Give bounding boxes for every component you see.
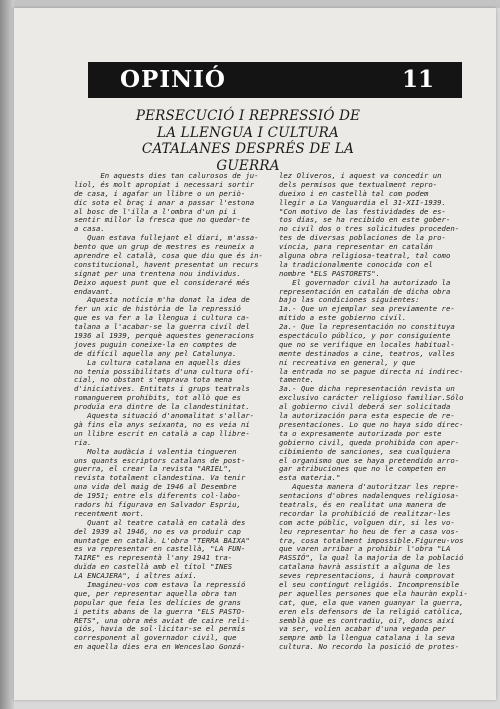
- article-text-line: talana a l'acabar-se la guerra civil del: [74, 322, 250, 332]
- article-column-left: [74, 172, 263, 652]
- article-text-line: d'iniciatives. Entitats i grups teatrals: [74, 384, 250, 394]
- article-text-line: la tradicionalmente conocida con el: [279, 259, 433, 269]
- article-text-line: sentir millor la fresca que no quedar-te: [74, 215, 250, 225]
- article-text-line: presentaciones. Lo que no haya sido direc-: [279, 419, 464, 429]
- article-text-line: que varen arribar a prohibir l'obra "LA: [279, 544, 451, 554]
- article-text-line: gar atribuciones que no le competen en: [279, 464, 446, 474]
- article-text-line: cat, que, ela que vanen guanyar la guerra,: [279, 597, 464, 607]
- article-text-line: ni recreativa en general, y que: [279, 357, 416, 367]
- article-text-line: al gobierno civil deberá ser solicitada: [279, 402, 451, 412]
- article-text-line: representación en catalán de dicha obra: [279, 286, 451, 296]
- article-text-line: espectáculo público, y por consiguiente: [279, 331, 451, 341]
- article-column-right: [279, 172, 468, 652]
- article-text-line: joves puguin coneixe-la en comptes de: [74, 339, 237, 349]
- article-text-line: el seu contingut religiós. Incomprensible: [279, 579, 460, 589]
- article-text-line: eren els defensors de la religió catòlica,: [279, 606, 464, 616]
- article-text-line: el organismo que se haya pretendido arro-: [279, 455, 460, 465]
- article-text-line: no civil dos o tres solicitudes proceden-: [279, 224, 460, 234]
- article-text-line: "Con motivo de las festividades de es-: [279, 206, 446, 216]
- article-text-line: vincia, para representar en catalán: [279, 242, 433, 252]
- article-text-line: que no se verifique en locales habitual-: [279, 339, 455, 349]
- article-text-line: Aquesta manera d'autoritzar les repre-: [279, 482, 460, 492]
- article-text-line: nombre "ELS PASTORETS".: [279, 268, 381, 278]
- article-text-line: fer un xic de història de la repressió: [74, 304, 241, 314]
- article-text-line: bento que un grup de mestres es reuneix a: [74, 242, 255, 252]
- article-text-line: duïda en castellà amb el títol "INES: [74, 562, 233, 572]
- scan-top-edge: [0, 0, 500, 8]
- article-text-line: gobierno civil, queda prohibida con aper-: [279, 437, 460, 447]
- article-text-line: cibimiento de sanciones, sea cualquiera: [279, 446, 451, 456]
- article-text-line: per aquelles persones que ela hauràn expli-: [279, 588, 468, 598]
- article-text-line: de difícil aquella any pel Catalunya.: [74, 348, 237, 358]
- article-text-line: TAIRE" es representà l'any 1941 tra-: [74, 553, 233, 563]
- article-text-line: revista totalment clandestina. Va tenir: [74, 473, 246, 483]
- article-text-line: a casa.: [74, 224, 105, 234]
- article-text-line: 2a.- Que la representación no constituya: [279, 322, 455, 332]
- article-text-line: mente destinados a cine, teatros, valles: [279, 348, 455, 358]
- article-text-line: tamente.: [279, 375, 315, 385]
- article-text-line: constitucional, havent presentat un recurs: [74, 259, 259, 269]
- article-text-line: del 1939 al 1946, no es va produir cap: [74, 526, 241, 536]
- article-text-line: que, per representar aquella obra tan: [74, 588, 237, 598]
- article-text-line: de 1951; entre els diferents col·labo-: [74, 491, 241, 501]
- article-text-line: 3a.- Que dicha representación revista un: [279, 384, 455, 394]
- article-text-line: tes de diversas poblaciones de la pro-: [279, 233, 446, 243]
- article-text-line: endavant.: [74, 286, 114, 296]
- article-text-line: aprendre el català, cosa que diu que és in-: [74, 251, 263, 261]
- article-text-line: semblà que es contradiu, oi?, doncs així: [279, 615, 455, 625]
- article-text-line: gà fins ela anys seixanta, no es veia ni: [74, 419, 250, 429]
- article-text-line: ta o expresamente autorizada por este: [279, 428, 442, 438]
- article-text-line: en aquella dies era en Wenceslao Gonzá-: [74, 642, 246, 652]
- article-title-line: LA LLENGUA I CULTURA: [157, 124, 339, 141]
- article-text-line: sentacions d'obres nadalenques religiosa-: [279, 491, 460, 501]
- article-text-line: la autorización para esta especie de re-: [279, 411, 455, 421]
- article-text-line: Molta audàcia i valentia tingueren: [74, 446, 237, 456]
- article-text-line: recentment mort.: [74, 508, 145, 518]
- article-text-line: mitido a este gobierno civil.: [279, 313, 407, 323]
- article-text-line: romanguerem prohibits, tot allò que es: [74, 393, 241, 403]
- article-text-line: alguna obra religiosa-teatral, tal como: [279, 251, 451, 261]
- article-text-line: dels permisos que textualment repro-: [279, 179, 438, 189]
- article-text-line: cial, no obstant s'emprava tota mena: [74, 375, 233, 385]
- article-text-line: va ser, volien acabar d'una vegada per: [279, 624, 446, 634]
- article-text-line: sempre amb la llengua catalana i la seva: [279, 633, 455, 643]
- article-text-line: 1a.- Que un ejemplar sea previamente re-: [279, 304, 455, 314]
- page-number: 11: [402, 66, 435, 93]
- article-text-line: es va representar en castellà, "LA FUN-: [74, 544, 246, 554]
- article-text-line: LA ENCAJERA", i altres així.: [74, 571, 198, 581]
- article-text-line: 1936 al 1939, perquè aquestes generacions: [74, 331, 255, 341]
- article-text-line: uns quants escriptors catalans de post-: [74, 455, 246, 465]
- article-text-line: tra, cosa totalment impossible.Figureu-vos: [279, 535, 464, 545]
- article-text-line: Imagineu-vos com estava la repressió: [74, 579, 246, 589]
- article-text-line: de casa, i agafar un llibre o un periò-: [74, 188, 246, 198]
- article-text-line: giós, havia de sol·licitar-se el permís: [74, 624, 246, 634]
- article-text-line: dic sota el braç i anar a passar l'estona: [74, 197, 255, 207]
- article-text-line: i petits abans de la guerra "ELS PASTO-: [74, 606, 246, 616]
- article-text-line: PASSIÓ", la qual la majoria de la població: [279, 553, 464, 563]
- article-title-line: GUERRA: [216, 157, 280, 174]
- article-text-line: popular que feia les delícies de grans: [74, 597, 241, 607]
- article-text-line: tos días, se ha recibido en este gober-: [279, 215, 451, 225]
- article-text-line: guerra, el crear la revista "ARIEL",: [74, 464, 233, 474]
- article-text-line: teatrals, és en realitat una manera de: [279, 499, 446, 509]
- article-text-line: dueixo i en castellà tal com podem: [279, 188, 429, 198]
- article-text-line: com acte públic, volguen dir, si les vo-: [279, 517, 455, 527]
- scan-side-edge: [0, 0, 14, 709]
- article-text-line: radors hi figurava en Salvador Espriu,: [74, 499, 241, 509]
- article-text-line: lez Oliveros, i aquest va concedir un: [279, 171, 442, 180]
- article-text-line: catalana havrà assistit a alguna de les: [279, 562, 451, 572]
- article-text-line: liol, és molt apropiat i necessari sortir: [74, 179, 255, 189]
- section-title: OPINIÓ: [120, 66, 226, 93]
- article-title-line: CATALANES DESPRÉS DE LA: [141, 141, 355, 157]
- article-text-line: produïa era dintre de la clandestinitat.: [74, 402, 250, 412]
- article-text-line: recordar la prohibició de realitzar-les: [279, 508, 451, 518]
- article-text-line: Quant al teatre català en català des: [74, 517, 246, 527]
- article-text-line: cultura. No recordo la posició de protes-: [279, 642, 460, 652]
- article-text-line: La cultura catalana en aquells dies: [74, 357, 241, 367]
- article-text-line: signat per una trentena nou individus.: [74, 268, 241, 278]
- article-text-line: leu representar ho heu de fer a casa vos-: [279, 526, 460, 536]
- article-text-line: Aquesta situació d'anomalitat s'allar-: [74, 411, 255, 421]
- article-text-line: exclusivo carácter religioso familiar.Sólo: [279, 393, 464, 403]
- article-text-line: Deixo aquest punt que el consideraré més: [74, 277, 250, 287]
- article-text-line: que es va fer a la llengua i cultura ca-: [74, 313, 250, 323]
- article-text-line: El governador civil ha autorizado la: [279, 277, 451, 287]
- article-text-line: no tenia possibilitats d'una cultura ofi-: [74, 366, 255, 376]
- article-title: [118, 108, 378, 174]
- article-text-line: RETS", una obra més aviat de caire reli-: [74, 615, 250, 625]
- article-text-line: corresponent al governador civil, que: [74, 633, 237, 643]
- article-text-line: llegir a La Vanguardia el 31-XII-1939.: [279, 197, 446, 207]
- article-text-line: seves representacions, i haurà comprovat: [279, 571, 455, 581]
- article-text-line: al bosc de l'illa a l'ombra d'un pi i: [74, 206, 237, 216]
- article-text-line: Quan estava fullejant el diari, m'assa-: [74, 233, 259, 243]
- article-text-line: ria.: [74, 437, 92, 447]
- article-text-line: la entrada no se pague directa ni indirec-: [279, 366, 464, 376]
- article-title-line: PERSECUCIÓ I REPRESSIÓ DE: [135, 108, 361, 124]
- article-text-line: Aquesta notícia m'ha donat la idea de: [74, 295, 250, 305]
- article-text-line: una vida del maig de 1946 al Desembre: [74, 482, 237, 492]
- article-text-line: En aquests dies tan calurosos de ju-: [74, 171, 259, 180]
- article-text-line: esta materia.": [279, 473, 341, 483]
- article-text-line: un llibre escrit en català a cap llibre-: [74, 428, 250, 438]
- article-text-line: muntatge en català. L'obra "TERRA BAIXA": [74, 535, 250, 545]
- article-text-line: bajo las condiciones siguientes:: [279, 295, 420, 305]
